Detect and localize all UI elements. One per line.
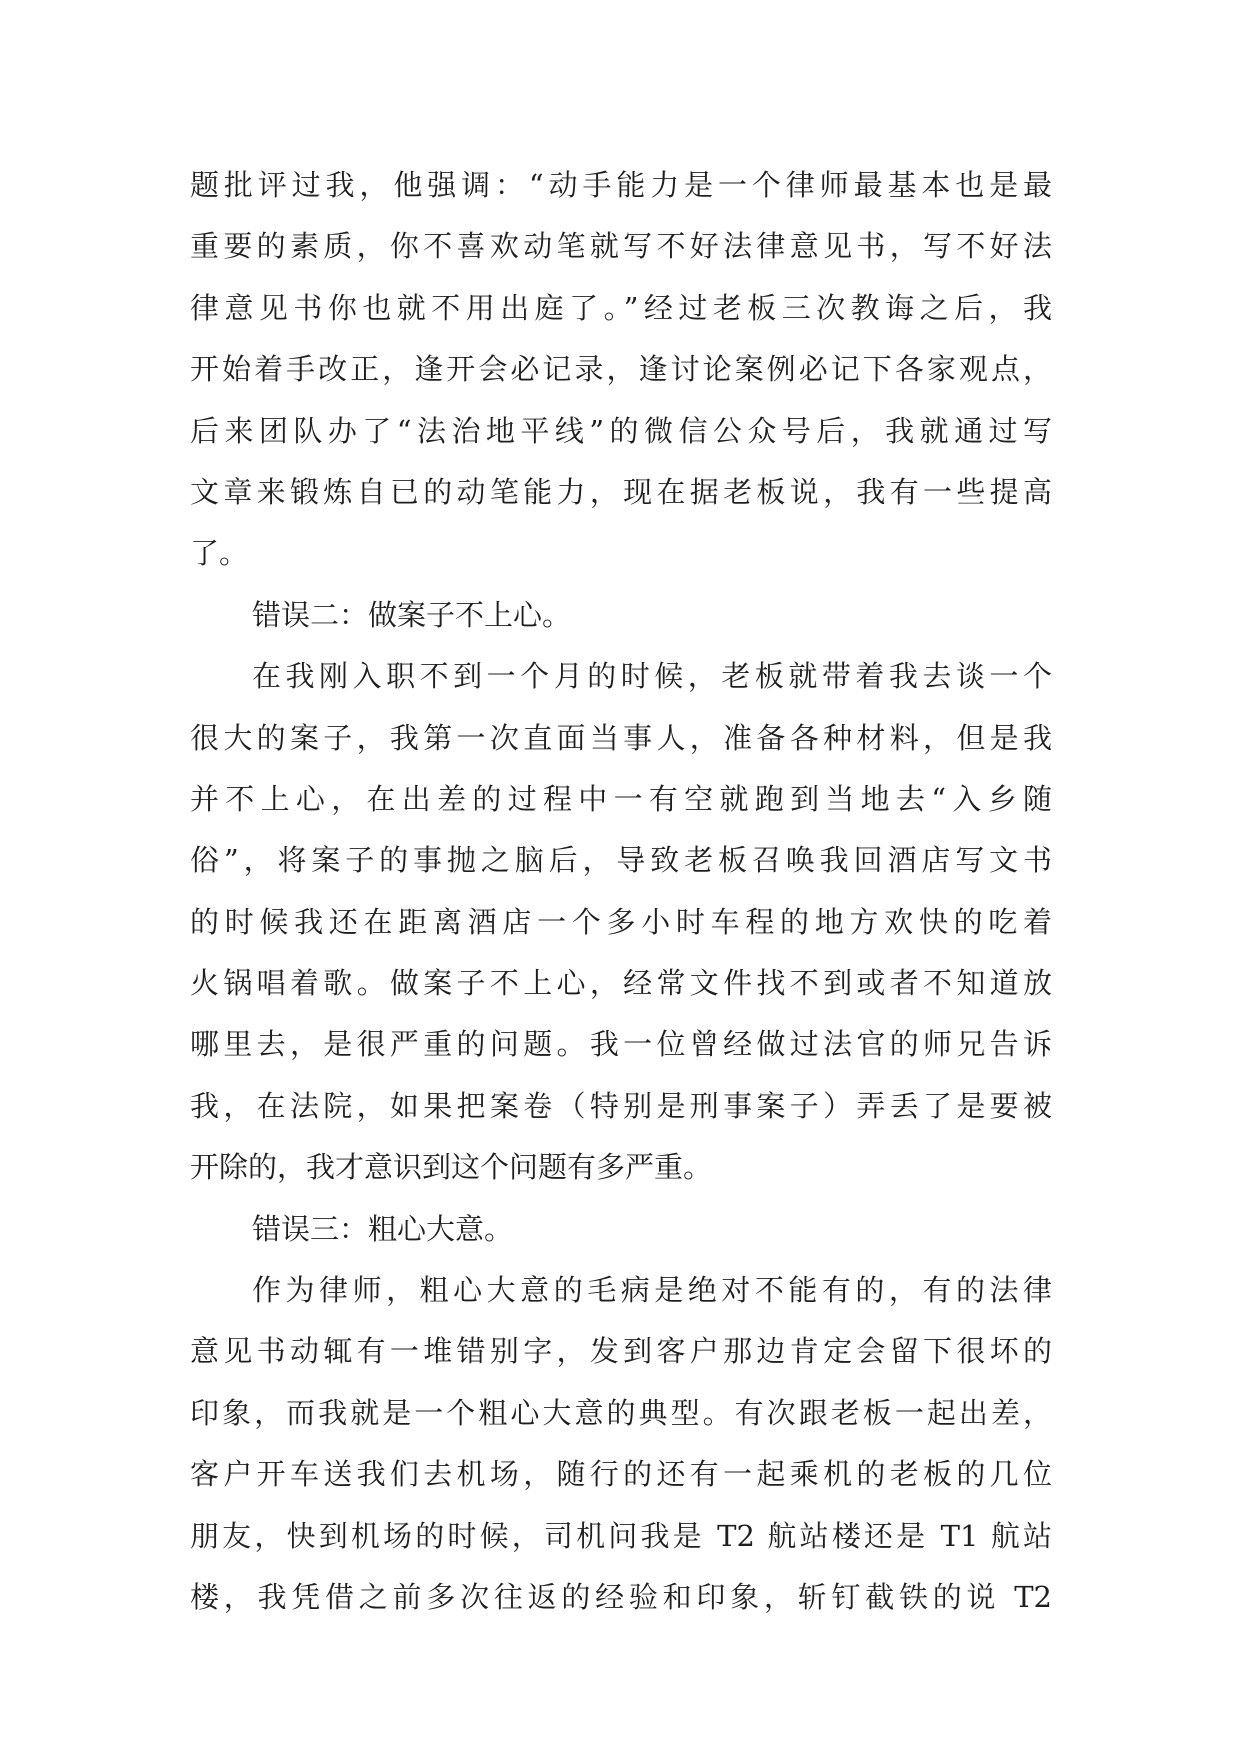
text-line: 楼，我凭借之前多次往返的经验和印象，斩钉截铁的说 T2	[190, 1579, 1052, 1614]
text-line: 很大的案子，我第一次直面当事人，准备各种材料，但是我	[190, 720, 1052, 755]
text-line: 我，在法院，如果把案卷（特别是刑事案子）弄丢了是要被	[190, 1088, 1052, 1123]
paragraph-first-line: 在我刚入职不到一个月的时候，老板就带着我去谈一个	[252, 659, 1052, 694]
text-line: 后来团队办了“法治地平线”的微信公众号后，我就通过写	[190, 413, 1052, 448]
text-line: 哪里去，是很严重的问题。我一位曾经做过法官的师兄告诉	[190, 1027, 1052, 1062]
text-line: 的时候我还在距离酒店一个多小时车程的地方欢快的吃着	[190, 904, 1052, 939]
text-line: 重要的素质，你不喜欢动笔就写不好法律意见书，写不好法	[190, 229, 1052, 264]
text-line: 并不上心，在出差的过程中一有空就跑到当地去“入乡随	[190, 781, 1052, 816]
document-body	[190, 155, 1052, 1628]
text-line: 朋友，快到机场的时候，司机问我是 T2 航站楼还是 T1 航站	[190, 1518, 1052, 1553]
section-heading: 错误二：做案子不上心。	[252, 597, 572, 632]
text-line: 律意见书你也就不用出庭了。”经过老板三次教诲之后，我	[190, 290, 1052, 325]
paragraph-first-line: 作为律师，粗心大意的毛病是绝对不能有的，有的法律	[252, 1273, 1052, 1308]
text-line: 印象，而我就是一个粗心大意的典型。有次跟老板一起出差，	[190, 1395, 1052, 1430]
text-line: 俗”，将案子的事抛之脑后，导致老板召唤我回酒店写文书	[190, 843, 1052, 878]
text-line: 客户开车送我们去机场，随行的还有一起乘机的老板的几位	[190, 1457, 1052, 1492]
section-heading: 错误三：粗心大意。	[252, 1211, 514, 1246]
text-line: 开始着手改正，逢开会必记录，逢讨论案例必记下各家观点，	[190, 352, 1052, 387]
text-line: 开除的，我才意识到这个问题有多严重。	[190, 1150, 713, 1185]
text-line: 题批评过我，他强调：“动手能力是一个律师最基本也是最	[190, 168, 1052, 202]
text-line: 了。	[190, 536, 249, 571]
text-line: 意见书动辄有一堆错别字，发到客户那边肯定会留下很坏的	[190, 1334, 1052, 1369]
text-line: 文章来锻炼自已的动笔能力，现在据老板说，我有一些提高	[190, 474, 1052, 509]
text-line: 火锅唱着歌。做案子不上心，经常文件找不到或者不知道放	[190, 966, 1052, 1001]
